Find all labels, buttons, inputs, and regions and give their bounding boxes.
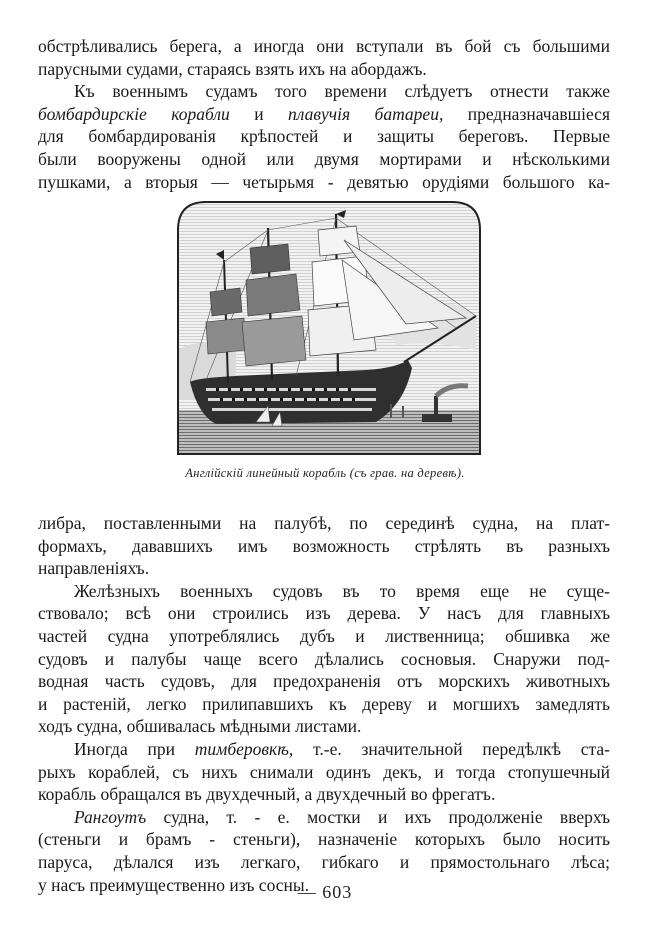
text-segment: рыхъ кораблей, съ нихъ снимали одинъ декъ, и тогда стопушечный (38, 761, 610, 782)
text-segment: ходъ судна, обшивалась мѣдными листами. (38, 716, 362, 737)
text-segment: у насъ преимущественно изъ сосны. (38, 874, 310, 895)
text-segment: для бомбардированія крѣпостей и защиты береговъ. Первые (38, 126, 610, 147)
text-line (38, 35, 610, 58)
text-line (38, 806, 610, 829)
page-number: — 603 (297, 882, 353, 902)
italic-term: Рангоутъ (74, 806, 147, 827)
italic-term: тимберовкѣ, (194, 738, 294, 759)
ship-engraving-image (176, 200, 482, 456)
text-line (38, 535, 610, 558)
text-line (38, 783, 610, 806)
figure-caption: Англійскій линейный корабль (съ грав. на деревѣ). (185, 466, 465, 480)
ship-illustration (176, 200, 482, 456)
text-line (38, 693, 610, 716)
text-segment: судовъ и палубы чаще всего дѣлались сосновыя. Снаружи под- (38, 648, 610, 669)
text-line (38, 580, 610, 603)
text-line (38, 625, 610, 648)
text-segment: и (229, 103, 289, 124)
text-segment: направленіяхъ. (38, 558, 150, 579)
text-segment: либра, поставленными на палубѣ, по серединѣ судна, на плат- (38, 513, 610, 533)
text-line (38, 715, 610, 738)
text-segment: (стеньги и брамъ - стеньги), назначеніе которыхъ было носить (38, 829, 610, 850)
text-segment: Желѣзныхъ военныхъ судовъ въ то время еще не суще- (74, 580, 610, 601)
text-line (38, 557, 610, 580)
text-line (38, 761, 610, 784)
text-segment: т.-е. значительной передѣлкѣ ста- (293, 738, 610, 759)
text-segment: частей судна употреблялись дубъ и лиственница; обшивка же (38, 625, 610, 646)
text-segment: Къ военнымъ судамъ того времени слѣдуетъ отнести также (74, 81, 610, 102)
text-segment: паруса, дѣлался изъ легкаго, гибкаго и прямостольнаго лѣса; (38, 851, 610, 872)
text-segment: были вооружены одной или двумя мортирами и нѣсколькими (38, 148, 610, 169)
text-segment: судна, т. - е. мостки и ихъ продолженіе вверхъ (146, 806, 610, 827)
text-segment: формахъ, дававшихъ имъ возможность стрѣлять въ разныхъ (38, 535, 610, 556)
text-segment: ствовало; всѣ они строились изъ дерева. У насъ для главныхъ (38, 603, 610, 624)
text-line (38, 670, 610, 693)
text-line (38, 58, 610, 81)
text-line (38, 512, 610, 535)
text-line (38, 851, 610, 874)
text-segment: обстрѣливались берега, а иногда они вступали въ бой съ большими (38, 36, 610, 56)
text-line (38, 148, 610, 171)
text-segment: Иногда при (74, 738, 195, 759)
text-line (38, 828, 610, 851)
text-line (38, 602, 610, 625)
text-segment: и растеній, легко прилипавшихъ къ дереву и могшихъ замедлять (38, 693, 610, 714)
text-segment: водная часть судовъ, для предохраненія отъ морскихъ животныхъ (38, 671, 610, 692)
italic-term: бомбардирскіе корабли (38, 103, 230, 124)
italic-term: плавучія батареи, (288, 103, 444, 124)
text-block-top (38, 35, 610, 193)
text-line (38, 171, 610, 194)
text-line (38, 103, 610, 126)
text-line (38, 125, 610, 148)
text-line (38, 738, 610, 761)
text-line (38, 648, 610, 671)
text-segment: пушками, а вторыя — четырьмя - девятью орудіями большого ка- (38, 171, 610, 192)
text-segment: парусными судами, стараясь взять ихъ на абордажъ. (38, 58, 427, 79)
text-segment: корабль обращался въ двухдечный, а двухдечный во фрегатъ. (38, 784, 496, 805)
text-block-bottom (38, 512, 610, 896)
text-segment: предназначавшіеся (443, 103, 610, 124)
text-line (38, 80, 610, 103)
